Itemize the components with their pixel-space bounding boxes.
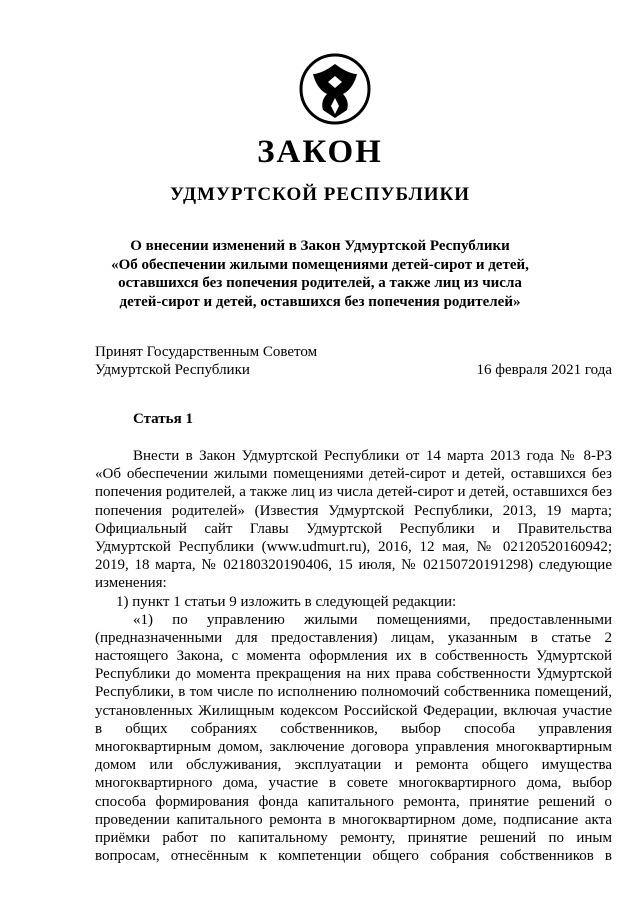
body-line: (предназначенными для предоставления) лицам, указанным в статье 2	[95, 629, 612, 646]
body-line: изменения:	[95, 575, 167, 592]
document-subtitle: УДМУРТСКОЙ РЕСПУБЛИКИ	[169, 184, 471, 205]
article-heading: Статья 1	[133, 411, 193, 427]
law-heading-line: «Об обеспечении жилыми помещениями детей-сирот и детей,	[111, 256, 529, 273]
law-heading-line: оставшихся без попечения родителей, а также лиц из числа	[118, 275, 522, 291]
body-line: «Об обеспечении жилыми помещениями детей-сирот и детей, оставшихся без	[95, 466, 612, 483]
adoption-block	[95, 343, 317, 379]
body-line: 1) пункт 1 статьи 9 изложить в следующей редакции:	[116, 593, 457, 610]
body-line: многоквартирного дома, участие в совете многоквартирного дома, выбор	[95, 775, 612, 792]
body-line: Внести в Закон Удмуртской Республики от 14 марта 2013 года № 8-РЗ	[133, 448, 612, 464]
body-line: «1) по управлению жилыми помещениями, предоставленными	[133, 611, 612, 628]
law-heading-line: детей-сирот и детей, оставшихся без попечения родителей»	[119, 293, 521, 310]
body-line: домом или обслуживания, эксплуатации и ремонта общего имущества	[95, 757, 612, 774]
body-line: приёмки работ по капитальному ремонту, принятие решений по иным	[95, 829, 612, 846]
adoption-date: 16 февраля 2021 года	[476, 362, 612, 378]
body-line: установленных Жилищным кодексом Российской Федерации, включая участие	[95, 702, 612, 719]
adoption-line: Удмуртской Республики	[95, 362, 250, 378]
law-heading	[0, 237, 640, 311]
body-line: способа формирования фонда капитального ремонта, принятие решений о	[95, 793, 612, 810]
body-line: Удмуртской Республики (www.udmurt.ru), 2016, 12 мая, № 02120520160942;	[95, 538, 612, 555]
body-line: многоквартирным домом, заключение договора управления многоквартирным	[95, 739, 612, 755]
body-line: попечения родителей, а также лиц из числа детей-сирот и детей, оставшихся без	[95, 484, 612, 501]
body-line: Официальный сайт Главы Удмуртской Республики и Правительства	[95, 520, 612, 537]
article-body	[95, 447, 612, 865]
body-line: в общих собраниях собственников, выбор способа управления	[95, 720, 612, 737]
document-title: ЗАКОН	[257, 134, 383, 170]
body-line: 2019, 18 марта, № 02180320190406, 15 июля, № 02150720191298) следующие	[95, 557, 612, 574]
body-line: Республики, в том числе по исполнению полномочий собственника помещений,	[95, 684, 612, 701]
law-heading-line: О внесении изменений в Закон Удмуртской Республики	[130, 238, 510, 254]
body-line: проведении капитального ремонта в многоквартирном доме, подписание акта	[95, 811, 612, 828]
body-line: попечения родителей» (Известия Удмуртской Республики, 2013, 19 марта;	[95, 502, 612, 519]
body-line: вопросам, отнесённым к компетенции общего собрания собственников в	[95, 848, 612, 865]
body-line: Республики до момента прекращения на них права собственности Удмуртской	[95, 666, 612, 683]
adoption-line: Принят Государственным Советом	[95, 344, 318, 360]
udmurt-emblem-icon	[297, 52, 373, 130]
body-line: настоящего Закона, с момента оформления их в собственность Удмуртской	[95, 648, 612, 665]
